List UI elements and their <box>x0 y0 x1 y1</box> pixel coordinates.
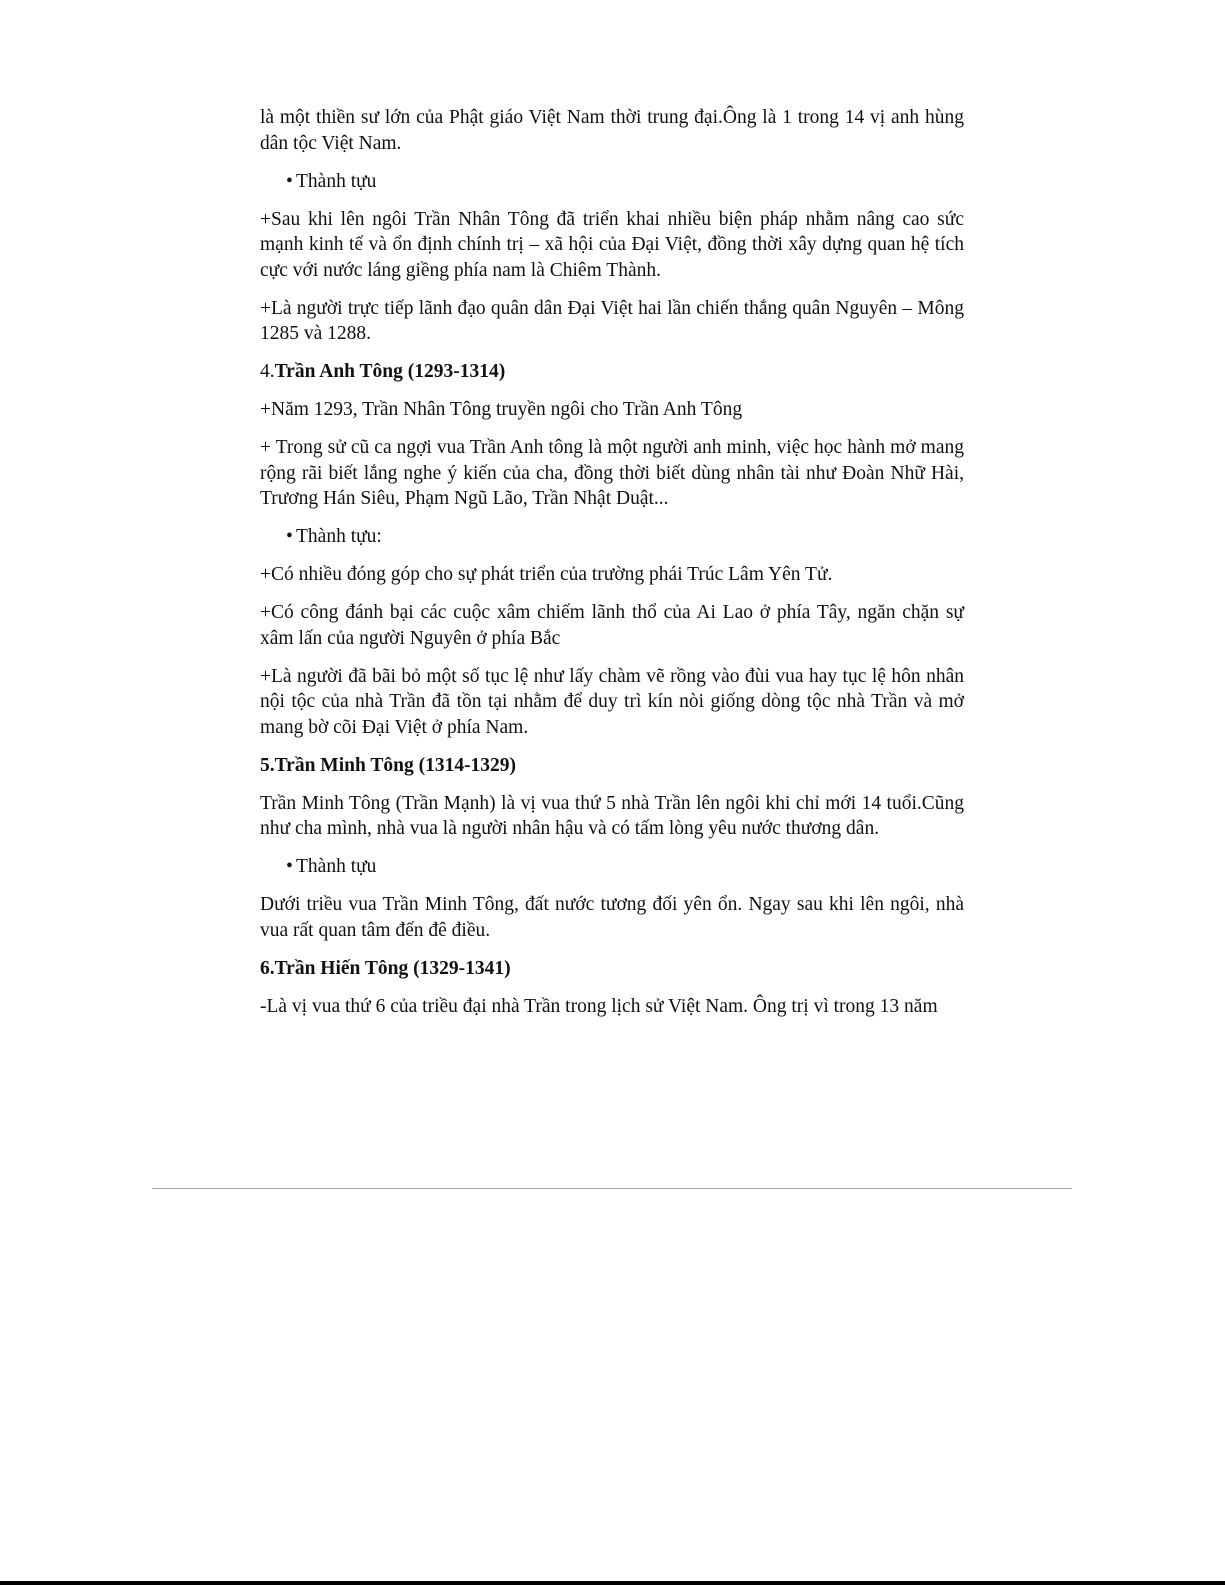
bullet-item <box>286 854 964 880</box>
paragraph: -Là vị vua thứ 6 của triều đại nhà Trần trong lịch sử Việt Nam. Ông trị vì trong 13 năm <box>260 995 938 1017</box>
paragraph: +Là người trực tiếp lãnh đạo quân dân Đại Việt hai lần chiến thắng quân Nguyên – Mông 1285 và 1288. <box>260 297 964 344</box>
bullet-icon: • <box>286 526 293 547</box>
bullet-icon: • <box>286 170 293 192</box>
heading-number: 4. <box>260 361 275 382</box>
bottom-border <box>0 1581 1225 1585</box>
bullet-label: Thành tựu <box>296 170 377 192</box>
paragraph: +Sau khi lên ngôi Trần Nhân Tông đã triển khai nhiều biện pháp nhằm nâng cao sức mạnh kinh tế và ổn định chính trị – xã hội của Đại Việt, đồng thời xây dựng quan hệ tích cực với nước láng giềng phía nam là Chiêm Thành. <box>260 208 964 281</box>
section-heading-4 <box>260 359 964 385</box>
section-heading-5: 5.Trần Minh Tông (1314-1329) <box>260 754 517 776</box>
bullet-label: Thành tựu <box>296 856 377 877</box>
bullet-item <box>286 169 964 195</box>
paragraph: Dưới triều vua Trần Minh Tông, đất nước tương đối yên ổn. Ngay sau khi lên ngôi, nhà vua rất quan tâm đến đê điều. <box>260 894 964 941</box>
section-heading-6: 6.Trần Hiến Tông (1329-1341) <box>260 957 511 979</box>
paragraph: Trần Minh Tông (Trần Mạnh) là vị vua thứ 5 nhà Trần lên ngôi khi chỉ mới 14 tuổi.Cũng như cha mình, nhà vua là người nhân hậu và có tấm lòng yêu nước thương dân. <box>260 792 964 839</box>
paragraph: + Trong sử cũ ca ngợi vua Trần Anh tông là một người anh minh, việc học hành mở mang rộng rãi biết lắng nghe ý kiến của cha, đồng thời biết dùng nhân tài như Đoàn Nhữ Hài, Trương Hán Siêu, Phạm Ngũ Lão, Trần Nhật Duật... <box>260 437 964 509</box>
paragraph: là một thiền sư lớn của Phật giáo Việt Nam thời trung đại.Ông là 1 trong 14 vị anh hùng dân tộc Việt Nam. <box>260 107 964 154</box>
document-body <box>260 105 964 1032</box>
paragraph: +Có nhiều đóng góp cho sự phát triển của trường phái Trúc Lâm Yên Tử. <box>260 564 833 585</box>
paragraph: +Năm 1293, Trần Nhân Tông truyền ngôi cho Trần Anh Tông <box>260 399 743 420</box>
bullet-label: Thành tựu: <box>296 526 382 547</box>
bullet-icon: • <box>286 856 293 877</box>
paragraph: +Có công đánh bại các cuộc xâm chiếm lãnh thổ của Ai Lao ở phía Tây, ngăn chặn sự xâm lấn của người Nguyên ở phía Bắc <box>260 602 964 649</box>
bullet-item <box>286 524 964 550</box>
heading-title: Trần Anh Tông (1293-1314) <box>274 361 506 382</box>
paragraph: +Là người đã bãi bỏ một số tục lệ như lấy chàm vẽ rồng vào đùi vua hay tục lệ hôn nhân nội tộc của nhà Trần đã tồn tại nhằm để duy trì kín nòi giống dòng tộc nhà Trần và mở mang bờ cõi Đại Việt ở phía Nam. <box>260 665 964 738</box>
page-separator <box>152 1188 1072 1189</box>
